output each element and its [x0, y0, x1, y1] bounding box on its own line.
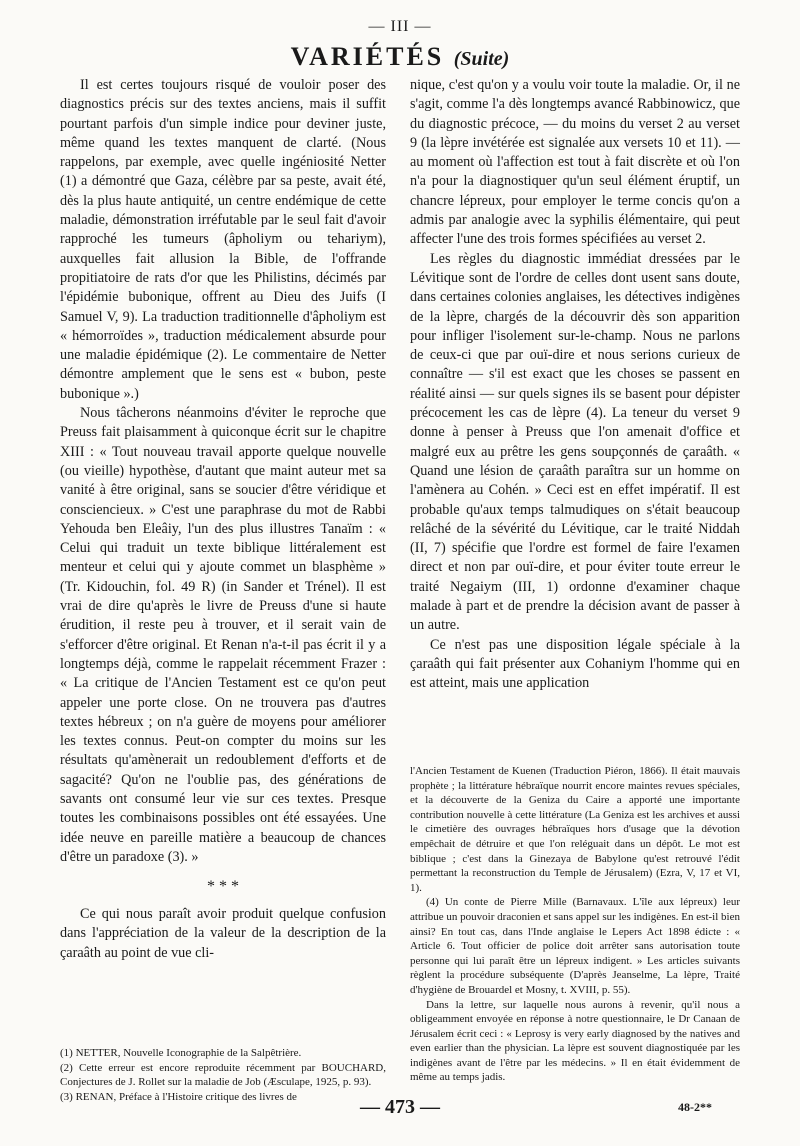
footnote-3: (3) RENAN, Préface à l'Histoire critique des livres de — [60, 1090, 297, 1103]
section-title — [0, 42, 800, 72]
section-title-main: VARIÉTÉS — [290, 42, 445, 71]
left-paragraph-1: Il est certes toujours risqué de vouloir poser des diagnostics précis sur des textes anciens, mais il suffit pourtant parfois d'un simple indice pour deviner juste, même quand les textes manquent de clarté. (Nous rappelons, par exemple, avec quelle ingéniosité Netter (1) a démontré que Gaza, célèbre par sa peste, avait été, dès la plus haute antiquité, un centre endémique de cette maladie, démonstration irréfutable par le seul fait d'avoir rapproché les tumeurs (âpholiym ou tehariym), auxquelles fait allusion la Bible, de l'offrande propitiatoire de rats d'or que les Philistins, décimés par l'épidémie bubonique, offrent au Dieu des Juifs (I Samuel V, 9). La traduction traditionnelle d'âpholiym est « hémorroïdes », traduction médicalement absurde pour une maladie épidémique (2). Le commentaire de Netter démontre amplement que le sens est « bubon, peste bubonique ».) — [60, 77, 386, 402]
page-number: — 473 — — [360, 1096, 440, 1118]
left-paragraph-2: Nous tâcherons néanmoins d'éviter le reproche que Preuss fait plaisamment à quiconque écrit sur le chapitre XIII : « Tout nouveau travail apporte quelque nouvelle (ou vieille) hypothèse, d'autant que maint auteur met sa vanité à être original, sans se soucier d'être véridique et consciencieux. » C'est une paraphrase du mot de Rabbi Yehouda ben Eleâiy, l'un des plus illustres Tanaïm : « Celui qui traduit un texte biblique littéralement est menteur et celui qui y ajoute commet un blasphème » (Tr. Kidouchin, fol. 49 R) (in Sander et Trénel). Il est vrai de dire qu'après le livre de Preuss d'une si haute érudition, il reste peu à trouver, et il serait vain de s'efforcer d'être original. Et Renan n'a-t-il pas écrit il y a longtemps déjà, comme le rappelait récemment Frazer : « La critique de l'Ancien Testament est ce qu'on peut appeler une porte close. On ne trouvera pas d'autres textes hébreux ; on n'a guère de moyens pour améliorer les textes connus. Peut-on compter du moins sur les résultats qu'amènerait un redoublement d'efforts et de sagacité? Qu'on ne l'oublie pas, des générations de savants ont consumé leur vie sur ces textes. Presque toutes les combinaisons possibles ont été essayées. Une idée neuve en pareille matière a beaucoup de chances d'être un paradoxe (3). » — [60, 405, 386, 865]
left-paragraph-3: Ce qui nous paraît avoir produit quelque confusion dans l'appréciation de la valeur de la description de la çaraâth au point de vue cli- — [60, 906, 386, 961]
section-separator-stars: * * * — [207, 878, 239, 896]
right-column — [410, 76, 740, 694]
footnote-1: (1) NETTER, Nouvelle Iconographie de la Salpêtrière. — [60, 1047, 302, 1059]
right-footnotes — [410, 764, 740, 1085]
running-header-page-number: — III — — [368, 18, 432, 35]
footnote-3-continued: l'Ancien Testament de Kuenen (Traduction Piéron, 1866). Il était mauvais prophète ; la littérature hébraïque nourrit encore maintes revues spéciales, et la découverte de la Geniza du Caire a apporté une importante contribution nouvelle à cette littérature (La Geniza est les archives et aussi le cimetière des ouvrages hébraïques hors d'usage que la dévotion empêchait de détruire et que l'on reléguait dans un dépôt. Le mot est biblique ; c'est dans la Ginezaya de Babylone qu'est retrouvé l'édit permettant la reconstruction du Temple de Jérusalem) (Ezra, V, 17 et VI, 1). — [410, 765, 740, 894]
footnote-4-continued: Dans la lettre, sur laquelle nous aurons à revenir, qu'il nous a obligeamment envoyée en réponse à notre questionnaire, le Dr Canaan de Jérusalem écrit ceci : « Leprosy is very early diagnosed by the natives and even earlier than the physician. La lèpre est souvent diagnostiquée par les indigènes avant de l'être par les médecins. » Il en était évidemment de même au temps jadis. — [410, 998, 740, 1084]
printer-signature: 48-2** — [678, 1100, 712, 1114]
right-paragraph-2: Les règles du diagnostic immédiat dressées par le Lévitique sont de l'ordre de celles dont usent sans doute, dans certaines colonies anglaises, les détectives indigènes de la lèpre, chargés de la découvrir dès son apparition pour infliger l'isolement sur-le-champ. Nous ne parlons de ceux-ci que par ouï-dire et nous serions curieux de connaître — s'il est exact que les choses se passent en réalité ainsi — sur quels signes ils se basent pour dépister précocement les cas de lèpre (4). La teneur du verset 9 donne à penser à Preuss que l'on amenait d'office et malgré eux au prêtre les gens soupçonnés de çaraâth. « Quand une lésion de çaraâth paraîtra sur un homme on l'amènera au Cohén. » Ceci est en effet impératif. Il est probable qu'aux temps talmudiques on s'était beaucoup relâché de la sévérité du Lévitique, car le traité Niddah (II, 7) spécifie que l'ordre est formel de faire l'examen direct et non par ouï-dire, et pour éviter toute erreur le traité Negaiym (III, 1) ordonne d'examiner chaque malade à part et de prendre la décision avant de passer à un autre. — [410, 250, 740, 634]
section-title-suffix: (Suite) — [453, 48, 510, 70]
left-column — [60, 76, 386, 963]
footnote-2: (2) Cette erreur est encore reproduite récemment par BOUCHARD, Conjectures de J. Rollet sur la maladie de Job (Æsculape, 1925, p. 93). — [60, 1061, 386, 1089]
footnote-4: (4) Un conte de Pierre Mille (Barnavaux. L'île aux lépreux) leur attribue un pouvoir draconien et sans appel sur les indigènes. En est-il bien ainsi? En tout cas, dans l'Inde anglaise le Lepers Act 1898 édicte : « Article 6. Tout officier de police doit arrêter sans autorisation toute personne qui lui paraît être un lépreux indigent. » Les articles suivants règlent la procédure subséquente (D'après Jeanselme, La lèpre, Traité d'hygiène de Brouardel et Mosny, t. XVIII, p. 55). — [410, 896, 740, 996]
right-paragraph-3: Ce n'est pas une disposition légale spéciale à la çaraâth qui fait présenter aux Cohaniym l'homme qui en est atteint, mais une application — [410, 636, 740, 692]
right-paragraph-1: nique, c'est qu'on y a voulu voir toute la maladie. Or, il ne s'agit, comme l'a dès longtemps avancé Rabbinowicz, que du diagnostic précoce, — du moins du verset 2 au verset 9 (la lèpre invétérée est signalée aux versets 10 et 11). — au moment où l'affection est tout à fait discrète et où l'on n'a pour la diagnostiquer qu'un seul élément éruptif, un chancre lépreux, pour employer le terme concis qu'on a admis par analogie avec la syphilis élémentaire, qui peut affecter l'une des trois formes spécifiées au verset 2. — [410, 77, 740, 248]
